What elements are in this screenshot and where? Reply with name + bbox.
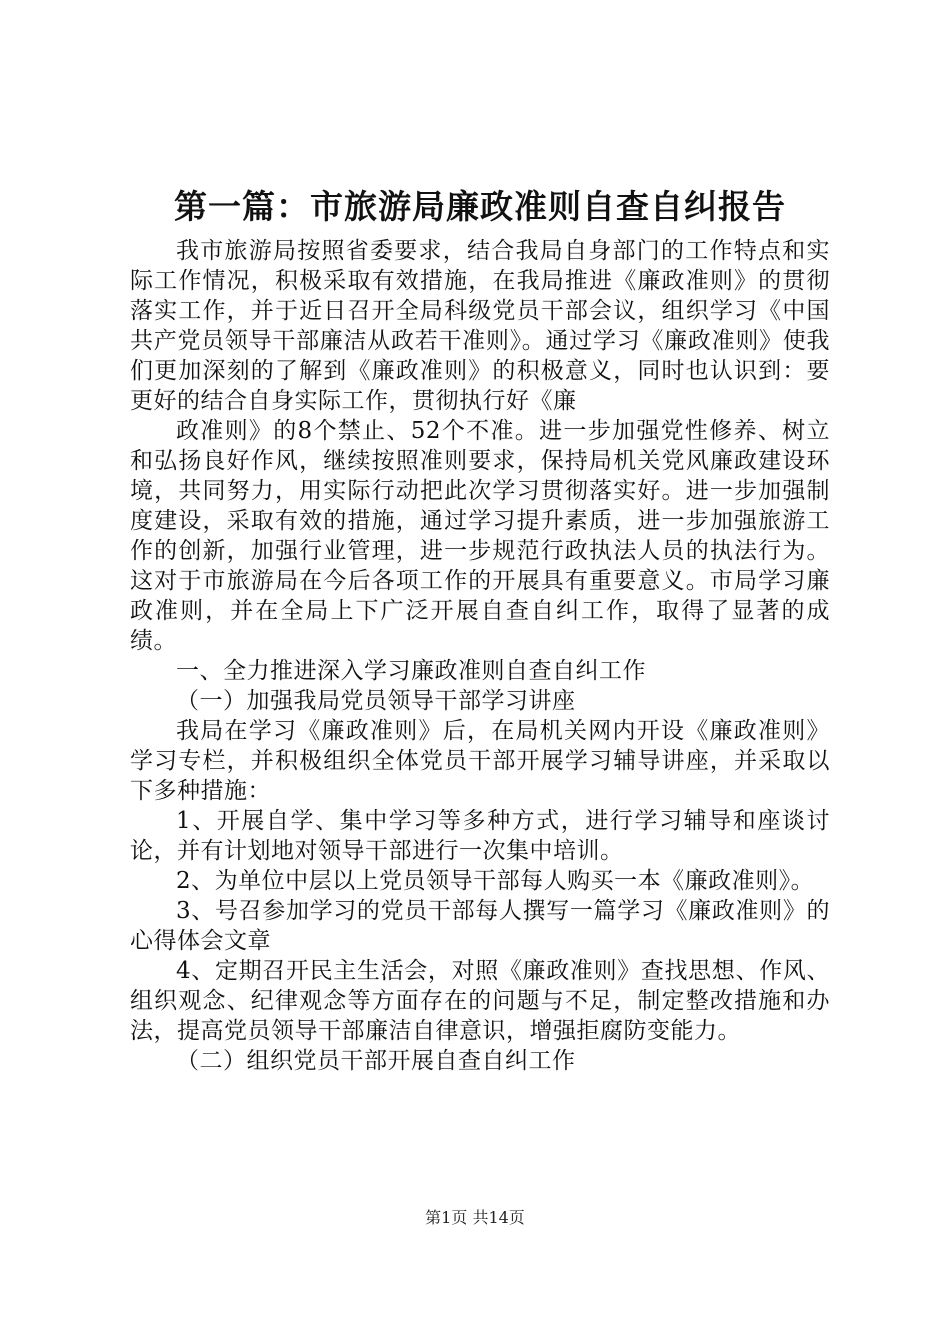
- paragraph-continuation: 政准则》的8个禁止、52个不准。进一步加强党性修养、树立和弘扬良好作风，继续按照准则要求，保持局机关党风廉政建设环境，共同努力，用实际行动把此次学习贯彻落实好。进一步加强制度建设，采取有效的措施，通过学习提升素质，进一步加强旅游工作的创新，加强行业管理，进一步规范行政执法人员的执法行为。这对于市旅游局在今后各项工作的开展具有重要意义。市局学习廉政准则，并在全局上下广泛开展自查自纠工作，取得了显著的成绩。: [130, 418, 830, 654]
- list-item-2: 2、为单位中层以上党员领导干部每人购买一本《廉政准则》。: [176, 868, 815, 894]
- page-footer: 第1页 共14页: [425, 1208, 525, 1227]
- list-item-1: 1、开展自学、集中学习等多种方式，进行学习辅导和座谈讨论，并有计划地对领导干部进行一次集中培训。: [130, 808, 830, 864]
- subsection-heading-1: （一）加强我局党员领导干部学习讲座: [176, 688, 576, 714]
- list-item-4: 4、定期召开民主生活会，对照《廉政准则》查找思想、作风、组织观念、纪律观念等方面存在的问题与不足，制定整改措施和办法，提高党员领导干部廉洁自律意识，增强拒腐防变能力。: [130, 958, 830, 1044]
- paragraph-measures: 我局在学习《廉政准则》后，在局机关网内开设《廉政准则》学习专栏，并积极组织全体党员干部开展学习辅导讲座，并采取以下多种措施：: [130, 718, 830, 804]
- document-title: 第一篇：市旅游局廉政准则自查自纠报告: [174, 187, 786, 226]
- section-heading-1: 一、全力推进深入学习廉政准则自查自纠工作: [176, 658, 646, 684]
- paragraph-intro: 我市旅游局按照省委要求，结合我局自身部门的工作特点和实际工作情况，积极采取有效措施，在我局推进《廉政准则》的贯彻落实工作，并于近日召开全局科级党员干部会议，组织学习《中国共产党员领导干部廉洁从政若干准则》。通过学习《廉政准则》使我们更加深刻的了解到《廉政准则》的积极意义，同时也认识到：要更好的结合自身实际工作，贯彻执行好《廉: [130, 238, 830, 414]
- document-body: [130, 236, 830, 1076]
- list-item-3: 3、号召参加学习的党员干部每人撰写一篇学习《廉政准则》的心得体会文章: [130, 898, 830, 954]
- subsection-heading-2: （二）组织党员干部开展自查自纠工作: [176, 1048, 576, 1074]
